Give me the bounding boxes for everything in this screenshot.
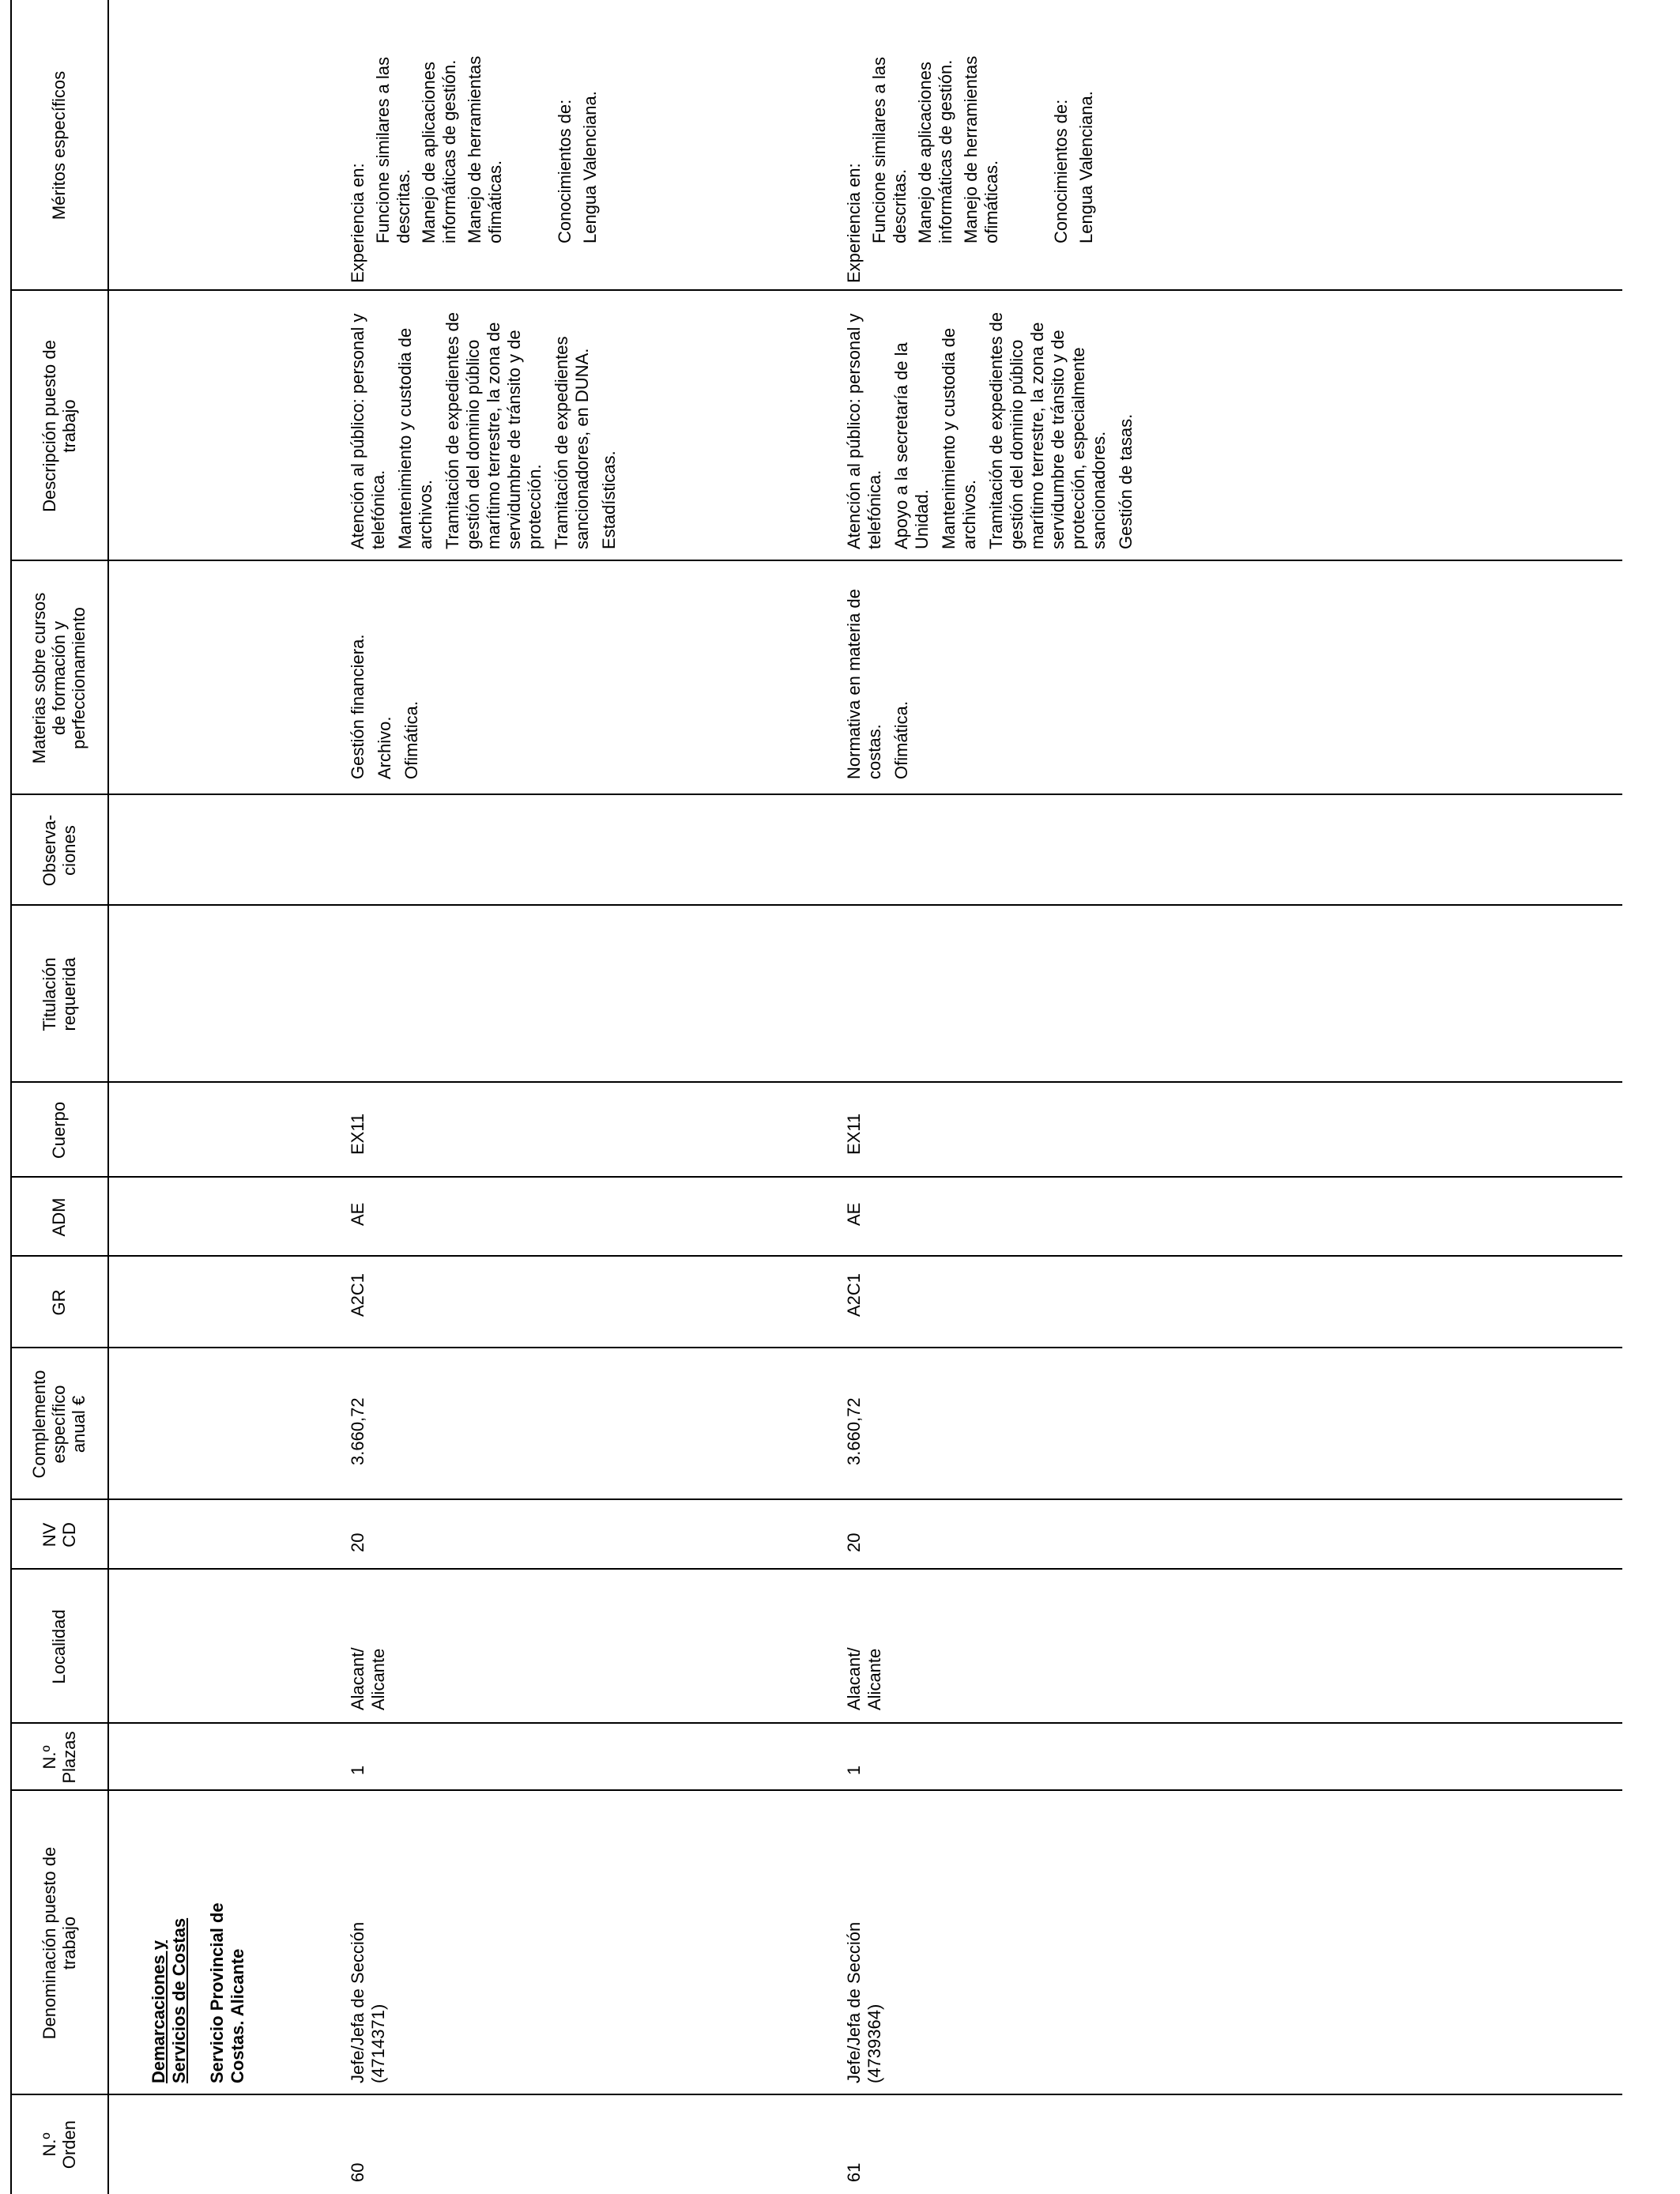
cell-meritos xyxy=(844,6,1102,283)
col-separator xyxy=(10,1081,1622,1083)
cell-plazas: 1 xyxy=(844,1765,864,1775)
materia-item: Normativa en materia de costas. xyxy=(844,589,884,779)
header-titulacion: Titulación requerida xyxy=(39,957,79,1031)
merit-item: Manejo de herramientas ofimáticas. xyxy=(465,55,505,243)
col-separator xyxy=(10,1568,1622,1570)
descripcion-item: Estadísticas. xyxy=(599,450,619,549)
header-localidad: Localidad xyxy=(49,1609,69,1684)
col-separator xyxy=(10,1789,1622,1791)
cell-localidad: Alacant/ Alicante xyxy=(348,1647,388,1710)
header-materias: Materias sobre cursos de formación y perfeccionamiento xyxy=(29,592,89,764)
merit-item: Manejo de aplicaciones informáticas de gestión. xyxy=(915,59,955,243)
descripcion-item: Tramitación de expedientes de gestión del dominio público marítimo terrestre, la zona de servidumbre de tránsito y de protección, especialmente sancionadores. xyxy=(986,311,1109,549)
header-observaciones: Observa- ciones xyxy=(39,814,79,887)
header-nivel: NV CD xyxy=(39,1522,79,1547)
cell-cuerpo: EX11 xyxy=(348,1113,367,1155)
cell-descripcion xyxy=(844,296,1143,549)
cell-grupo: A2C1 xyxy=(348,1272,367,1317)
cell-complemento: 3.660,72 xyxy=(348,1397,367,1465)
col-separator xyxy=(10,1347,1622,1348)
materia-item: Ofimática. xyxy=(891,700,911,779)
cell-orden: 61 xyxy=(844,2162,864,2182)
col-separator xyxy=(10,2094,1622,2095)
cell-complemento: 3.660,72 xyxy=(844,1397,864,1465)
descripcion-item: Mantenimiento y custodia de archivos. xyxy=(395,327,435,549)
materia-item: Gestión financiera. xyxy=(348,634,367,779)
header-adm: ADM xyxy=(49,1197,69,1237)
merit-item: Funcione similares a las descritas. xyxy=(869,57,910,243)
col-separator xyxy=(10,794,1622,795)
descripcion-item: Tramitación de expedientes sancionadores, en DUNA. xyxy=(552,336,592,549)
cell-meritos xyxy=(348,6,605,283)
descripcion-item: Atención al público: personal y telefónica. xyxy=(844,313,884,549)
cell-plazas: 1 xyxy=(348,1765,367,1775)
header-bottom-border xyxy=(107,0,109,2194)
descripcion-item: Apoyo a la secretaría de la Unidad. xyxy=(891,342,932,549)
header-meritos: Méritos específicos xyxy=(49,70,69,221)
materia-item: Ofimática. xyxy=(401,700,421,779)
merit-label: Experiencia en: xyxy=(844,163,864,283)
merit-item: Lengua Valenciana. xyxy=(580,91,600,243)
header-grupo: GR xyxy=(49,1289,69,1316)
header-denominacion: Denominación puesto de trabajo xyxy=(39,1846,79,2040)
merit-item: Funcione similares a las descritas. xyxy=(373,57,413,243)
cell-localidad: Alacant/ Alicante xyxy=(844,1647,884,1710)
col-separator xyxy=(10,1255,1622,1257)
cell-denominacion: Jefe/Jefa de Sección (4739364) xyxy=(844,1921,884,2083)
merit-item: Manejo de herramientas ofimáticas. xyxy=(961,55,1001,243)
cell-materias xyxy=(844,570,918,779)
col-separator xyxy=(10,289,1622,291)
cell-denominacion: Jefe/Jefa de Sección (4714371) xyxy=(348,1921,388,2083)
subgroup-title: Servicio Provincial de Costas. Alicante xyxy=(207,1902,247,2083)
col-separator xyxy=(10,1722,1622,1724)
descripcion-item: Tramitación de expedientes de gestión del dominio público marítimo terrestre, la zona de servidumbre de tránsito y de protección. xyxy=(443,311,544,549)
header-cuerpo: Cuerpo xyxy=(49,1101,69,1159)
header-plazas: N.º Plazas xyxy=(39,1731,79,1784)
header-descripcion: Descripción puesto de trabajo xyxy=(39,340,79,512)
merit-item: Lengua Valenciana. xyxy=(1076,91,1096,243)
merit-label: Conocimientos de: xyxy=(555,99,574,243)
header-orden: N.º Orden xyxy=(39,2120,79,2169)
col-separator xyxy=(10,1498,1622,1500)
cell-adm: AE xyxy=(844,1202,864,1226)
descripcion-item: Gestión de tasas. xyxy=(1116,413,1136,549)
cell-nivel: 20 xyxy=(844,1532,864,1552)
merit-item: Manejo de aplicaciones informáticas de gestión. xyxy=(419,59,459,243)
merit-label: Conocimientos de: xyxy=(1051,99,1071,243)
group-title: Demarcaciones y Servicios de Costas xyxy=(149,1917,189,2083)
cell-materias xyxy=(348,570,428,779)
descripcion-item: Atención al público: personal y telefónica. xyxy=(348,313,388,549)
materia-item: Archivo. xyxy=(375,716,394,779)
group-heading xyxy=(149,1799,248,2083)
cell-orden: 60 xyxy=(348,2162,367,2182)
cell-adm: AE xyxy=(348,1202,367,1226)
cell-cuerpo: EX11 xyxy=(844,1113,864,1155)
cell-grupo: A2C1 xyxy=(844,1272,864,1317)
cell-nivel: 20 xyxy=(348,1532,367,1552)
merit-label: Experiencia en: xyxy=(348,163,367,283)
header-complemento: Complemento específico anual € xyxy=(29,1370,89,1479)
col-separator xyxy=(10,1176,1622,1178)
descripcion-item: Mantenimiento y custodia de archivos. xyxy=(939,327,979,549)
col-separator xyxy=(10,904,1622,906)
col-separator xyxy=(10,560,1622,561)
cell-descripcion xyxy=(348,296,626,549)
